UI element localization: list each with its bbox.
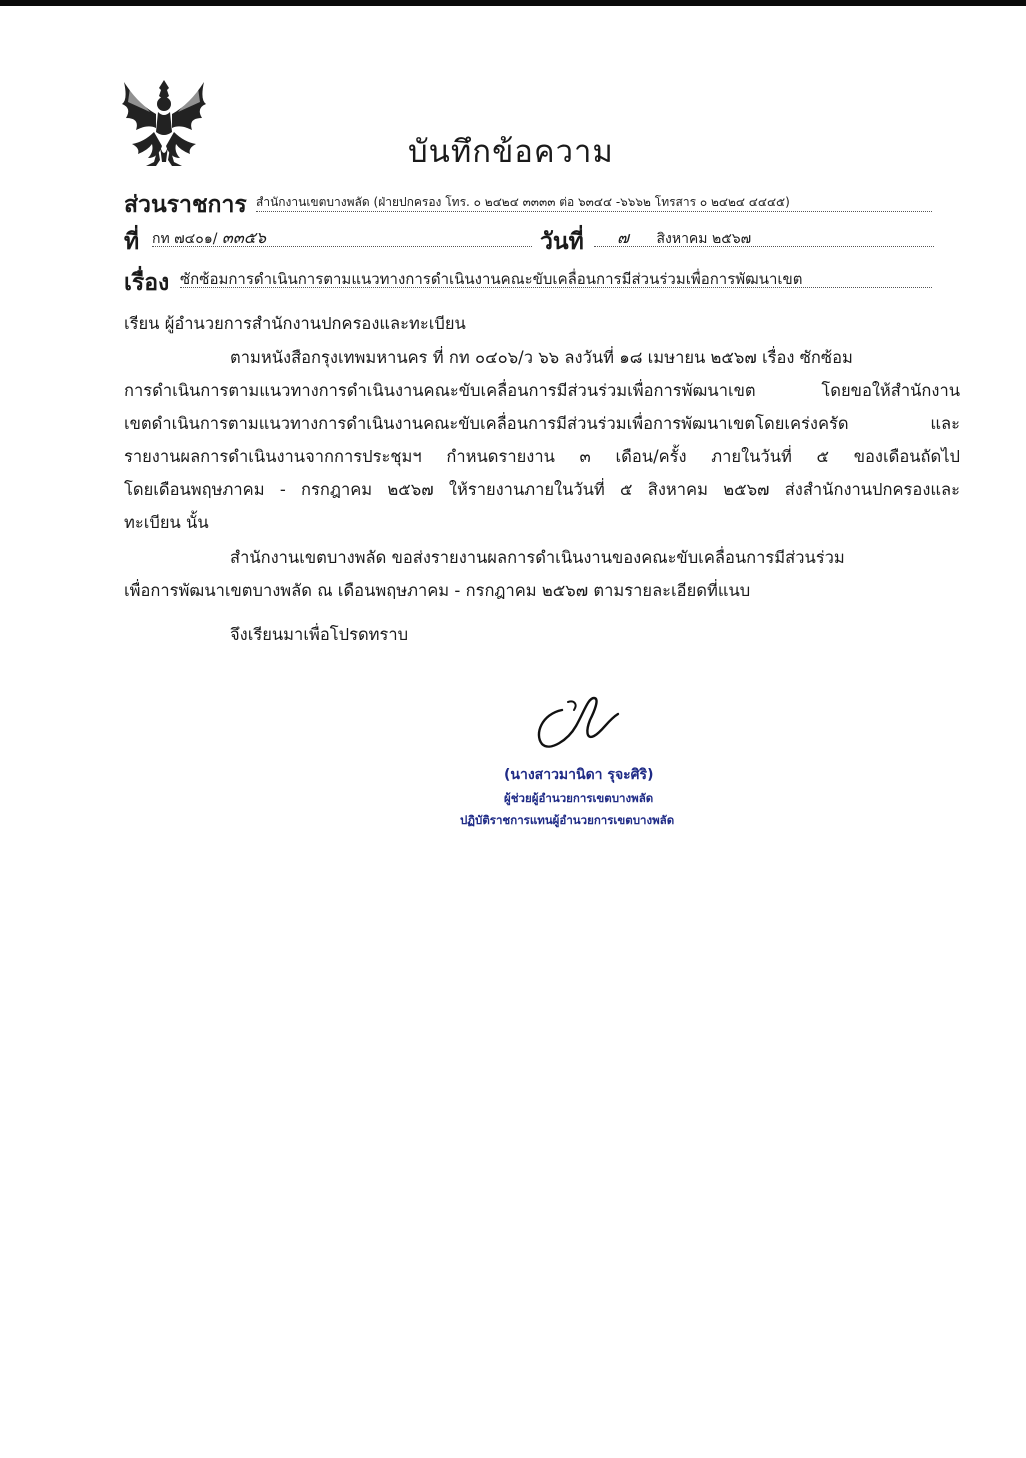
p1-line-5: โดยเดือนพฤษภาคม - กรกฎาคม ๒๕๖๗ ให้รายงานภายในวันที่ ๕ สิงหาคม ๒๕๖๗ ส่งสำนักงานปกครองและ bbox=[124, 480, 960, 499]
p2-line-1: สำนักงานเขตบางพลัด ขอส่งรายงานผลการดำเนินงานของคณะขับเคลื่อนการมีส่วนร่วม bbox=[230, 548, 845, 567]
handwritten-signature bbox=[528, 690, 624, 754]
p1-line-6: ทะเบียน นั้น bbox=[124, 513, 209, 532]
date-month-year: สิงหาคม ๒๕๖๗ bbox=[656, 231, 752, 247]
subject-value: ซักซ้อมการดำเนินการตามแนวทางการดำเนินงานคณะขับเคลื่อนการมีส่วนร่วมเพื่อการพัฒนาเขต bbox=[180, 267, 932, 288]
signer-position: ผู้ช่วยผู้อำนวยการเขตบางพลัด bbox=[504, 791, 654, 805]
signer-name: (นางสาวมานิดา รุจะศิริ) bbox=[504, 767, 654, 783]
date-day: ๗ bbox=[616, 228, 630, 247]
p2-line-2: เพื่อการพัฒนาเขตบางพลัด ณ เดือนพฤษภาคม - กรกฎาคม ๒๕๖๗ ตามรายละเอียดที่แนบ bbox=[124, 581, 751, 600]
p1-line-2: การดำเนินการตามแนวทางการดำเนินงานคณะขับเคลื่อนการมีส่วนร่วมเพื่อการพัฒนาเขต โดยขอให้สำนักงาน bbox=[124, 381, 960, 400]
garuda-emblem-icon bbox=[118, 74, 210, 174]
salutation: เรียน ผู้อำนวยการสำนักงานปกครองและทะเบียน bbox=[124, 314, 466, 333]
p1-line-1: ตามหนังสือกรุงเทพมหานคร ที่ กท ๐๔๐๖/ว ๖๖ ลงวันที่ ๑๘ เมษายน ๒๕๖๗ เรื่อง ซักซ้อม bbox=[230, 348, 853, 367]
closing: จึงเรียนมาเพื่อโปรดทราบ bbox=[230, 625, 409, 644]
number-value: กท ๗๔๐๑/ bbox=[152, 231, 218, 247]
p1-line-3: เขตดำเนินการตามแนวทางการดำเนินงานคณะขับเคลื่อนการมีส่วนร่วมเพื่อการพัฒนาเขตโดยเคร่งครัด และ bbox=[124, 414, 960, 433]
department-value: สำนักงานเขตบางพลัด (ฝ่ายปกครอง โทร. ๐ ๒๔๒๔ ๓๓๓๓ ต่อ ๖๓๔๔ -๖๖๖๒ โทรสาร ๐ ๒๔๒๔ ๔๔๔๕) bbox=[256, 191, 932, 212]
memo-title: บันทึกข้อความ bbox=[408, 134, 614, 170]
top-border bbox=[0, 0, 1026, 6]
number-label: ที่ bbox=[124, 229, 140, 255]
department-label: ส่วนราชการ bbox=[124, 192, 247, 218]
p1-line-4: รายงานผลการดำเนินงานจากการประชุมฯ กำหนดรายงาน ๓ เดือน/ครั้ง ภายในวันที่ ๕ ของเดือนถัดไป bbox=[124, 447, 960, 466]
number-handwritten: ๓๓๕๖ bbox=[221, 228, 267, 247]
subject-label: เรื่อง bbox=[124, 270, 170, 296]
date-label: วันที่ bbox=[540, 229, 584, 255]
date-field bbox=[594, 226, 934, 247]
number-field bbox=[152, 226, 532, 247]
signer-acting: ปฏิบัติราชการแทนผู้อำนวยการเขตบางพลัด bbox=[460, 813, 675, 827]
